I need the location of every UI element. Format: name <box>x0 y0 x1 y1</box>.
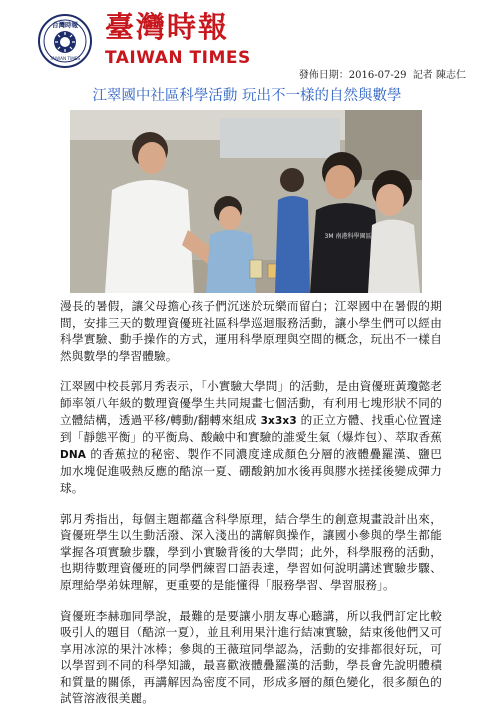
reporter-name: 陳志仁 <box>436 70 466 81</box>
seal-text: 台灣時報 <box>52 21 78 29</box>
paragraph-2-text-b: 的正立方體、找重心位置達到「靜態平衡」的平衡鳥、酸鹼中和實驗的誰愛生氣（爆炸包）、萃取香蕉 <box>60 412 442 445</box>
paragraph-4: 資優班李赫珈同學說，最難的是要讓小朋友專心聽講，所以我們訂定比較吸引人的題目（酷涼一夏），並且利用果汁進行結凍實驗，結束後他們又可享用冰涼的果汁冰棒；參與的王薇瑄同學認為，活動的安排都很好玩，可以學習到不同的科學知識，最喜歡液體疊羅漢的活動，學長會先說明體積和質量的關係，再講解因為密度不同，形成多層的顏色變化，很多顏色的試管溶液很美麗。 <box>60 608 442 706</box>
shirt-print-text: 3M 南港科學園區 <box>324 233 372 240</box>
reporter-label: 記者 <box>412 70 433 81</box>
dna-term: DNA <box>60 448 87 461</box>
paragraph-2 <box>60 378 442 496</box>
article-photo <box>70 110 422 293</box>
article-body <box>60 298 442 721</box>
masthead <box>0 0 494 95</box>
newspaper-name-chinese: 臺灣時報 <box>105 10 230 44</box>
paragraph-3: 郭月秀指出，每個主題都蘊含科學原理，結合學生的創意規畫設計出來，資優班學生以生動活潑、深入淺出的講解與操作，讓國小參與的學生都能掌握各項實驗步驟，學到小實驗背後的大學問；此外，科學服務的活動，也期待數理資優班的同學們練習口語表達，學習如何說明講述實驗步驟、原理給學弟妹理解，更重要的是能懂得「服務學習、學習服務」。 <box>60 511 442 592</box>
newspaper-name-english: TAIWAN TIMES <box>105 48 251 68</box>
article-headline: 江翠國中社區科學活動 玩出不一樣的自然與數學 <box>92 88 402 104</box>
paragraph-2-text-a: 江翠國中校長郭月秀表示，「小實驗大學問」的活動，是由資優班黃瓊懿老師率領八年級的數理資優學生共同規畫七個活動，有利用七塊形狀不同的立體結構，透過平移/轉動/翻轉來組成 <box>60 379 442 427</box>
byline <box>299 66 466 81</box>
publish-date: 2016-07-29 <box>348 70 407 81</box>
seal-text-en: TAIWAN TIMES <box>49 56 81 61</box>
date-label: 發佈日期： <box>298 70 349 81</box>
paragraph-1: 漫長的暑假，讓父母擔心孩子們沉迷於玩樂而留白；江翠國中在暑假的期間，安排三天的數理資優班社區科學巡迴服務活動，讓小學生們可以經由科學實驗、動手操作的方式，運用科學原理與空間的概念，玩出不一樣自然與數學的學習體驗。 <box>60 299 442 363</box>
newspaper-seal-logo <box>38 14 92 68</box>
paragraph-2-text-c: 的香蕉拉的秘密、製作不同濃度達成顏色分層的液體疊羅漢、鹽巴加水塊促進吸熱反應的酷涼一夏、硼酸鈉加水後再與膠水搓揉後變成彈力球。 <box>60 446 442 495</box>
cube-size-term: 3x3x3 <box>260 414 297 427</box>
